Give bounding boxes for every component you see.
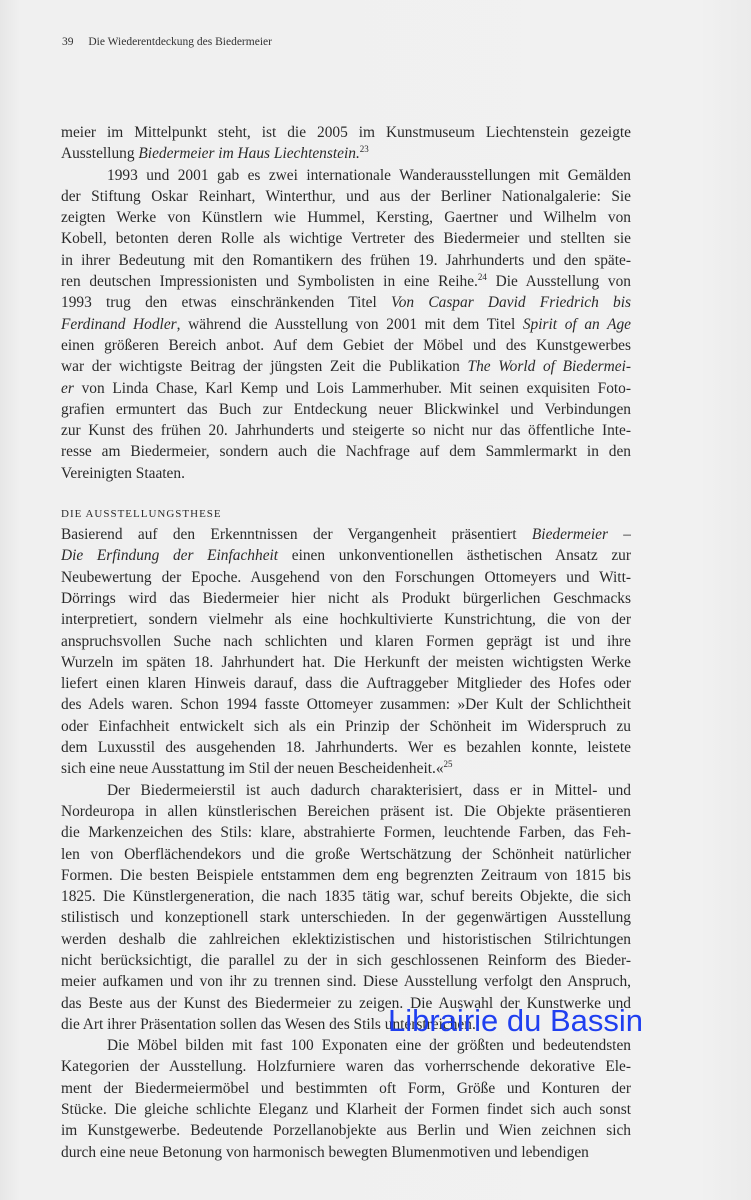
text-line bbox=[61, 631, 631, 652]
text-run: Basierend auf den Erkenntnissen der Vergangenheit präsentiert bbox=[61, 526, 532, 544]
footnote-ref: 25 bbox=[443, 759, 453, 770]
text-line bbox=[61, 844, 631, 865]
text-line bbox=[61, 801, 631, 822]
text-run: Stücke. Die gleiche schlichte Eleganz und Klarheit der Formen findet sich auch sonst bbox=[61, 1101, 631, 1119]
text-run: Der Biedermeierstil ist auch dadurch charakterisiert, dass er in Mittel- und bbox=[107, 781, 631, 799]
text-run: der Stiftung Oskar Reinhart, Winterthur, und aus der Berliner Nationalgalerie: Sie bbox=[61, 187, 631, 205]
text-run: das Beste aus der Kunst des Biedermeier zu zeigen. Die Auswahl der Kunstwerke und bbox=[61, 994, 631, 1012]
text-line bbox=[61, 950, 631, 971]
text-line bbox=[61, 694, 631, 715]
paragraph bbox=[61, 1035, 631, 1163]
text-run: liefert einen klaren Hinweis darauf, dass die Auftraggeber Mitglieder des Hofes oder bbox=[61, 675, 631, 693]
page-number: 39 bbox=[62, 36, 74, 48]
text-run: Dörrings wird das Biedermeier hier nicht als Produkt bürgerlichen Geschmacks bbox=[61, 589, 631, 607]
text-run: von Linda Chase, Karl Kemp und Lois Lammerhuber. Mit seinen exquisiten Foto- bbox=[73, 379, 631, 397]
text-line bbox=[61, 122, 631, 143]
paragraph bbox=[61, 780, 631, 1036]
text-run: einen größeren Bereich anbot. Auf dem Gebiet der Möbel und des Kunstgewerbes bbox=[61, 336, 631, 354]
text-run: Neubewertung der Epoche. Ausgehend von den Forschungen Ottomeyers und Witt- bbox=[61, 568, 631, 586]
text-line bbox=[61, 737, 631, 758]
text-run: resse am Biedermeier, sondern auch die Nachfrage auf dem Sammlermarkt in den bbox=[61, 443, 631, 461]
text-run: zur Kunst des frühen 20. Jahrhunderts und steigerte so nicht nur das öffentliche Inte- bbox=[61, 422, 631, 440]
text-run: meier aufkamen und von ihr zu trennen sind. Diese Ausstellung verfolgt den Anspruch, bbox=[61, 973, 631, 991]
text-run: nicht berücksichtigt, die parallel zu der in sich geschlossenen Reinform des Bieder- bbox=[61, 951, 631, 969]
text-line bbox=[61, 1142, 631, 1163]
text-line bbox=[61, 971, 631, 992]
text-run: Die Ausstellung von bbox=[486, 273, 631, 291]
text-line bbox=[61, 335, 631, 356]
text-line bbox=[61, 822, 631, 843]
text-line bbox=[61, 567, 631, 588]
text-line bbox=[61, 314, 631, 335]
text-line bbox=[61, 186, 631, 207]
text-run: in ihrer Bedeutung mit den Romantikern des frühen 19. Jahrhunderts und den späte- bbox=[61, 251, 631, 269]
text-line bbox=[61, 378, 631, 399]
text-line bbox=[61, 463, 631, 484]
text-line bbox=[61, 929, 631, 950]
text-run: oder Einfachheit entwickelt sich als ein Prinzip der Schönheit im Widerspruch zu bbox=[61, 717, 631, 735]
text-run: sich eine neue Ausstattung im Stil der neuen Bescheidenheit.« bbox=[61, 760, 444, 778]
italic-title: Die Erfindung der Einfachheit bbox=[61, 547, 279, 565]
text-line bbox=[61, 292, 631, 313]
text-run: stilistisch und konzeptionell stark unterschieden. In der gegenwärtigen Ausstellung bbox=[61, 909, 631, 927]
text-line bbox=[61, 609, 631, 630]
italic-title: Biedermeier – bbox=[531, 526, 631, 544]
paragraph bbox=[61, 165, 631, 484]
text-run: ment der Biedermeiermöbel und bestimmten oft Form, Größe und Konturen der bbox=[61, 1079, 631, 1097]
text-run: interpretiert, sondern vielmehr als eine hochkultivierte Kunstrichtung, die von der bbox=[61, 611, 631, 629]
text-line bbox=[61, 907, 631, 928]
section-heading: DIE AUSSTELLUNGSTHESE bbox=[61, 508, 222, 521]
text-run: Ausstellung bbox=[61, 145, 139, 163]
text-run: werden deshalb die zahlreichen eklektizistischen und historistischen Stilrichtungen bbox=[61, 930, 631, 948]
text-line bbox=[61, 588, 631, 609]
text-line bbox=[61, 758, 631, 779]
text-run: zeigten Werke von Künstlern wie Hummel, Kersting, Gaertner und Wilhelm von bbox=[61, 209, 631, 227]
text-line bbox=[61, 1099, 631, 1120]
text-line bbox=[61, 143, 631, 164]
text-line bbox=[61, 780, 631, 801]
text-line bbox=[61, 441, 631, 462]
footnote-ref: 24 bbox=[477, 272, 487, 283]
text-line bbox=[61, 207, 631, 228]
text-line bbox=[61, 420, 631, 441]
text-line bbox=[61, 886, 631, 907]
text-line bbox=[61, 165, 631, 186]
text-line bbox=[61, 250, 631, 271]
italic-title: er bbox=[61, 379, 74, 397]
text-line bbox=[61, 271, 631, 292]
paragraph bbox=[61, 122, 631, 165]
text-run: 1993 trug den etwas einschränkenden Titel bbox=[61, 294, 392, 312]
text-run: , während die Ausstellung von 2001 mit dem Titel bbox=[176, 315, 523, 333]
text-run: 1993 und 2001 gab es zwei internationale Wanderausstellungen mit Gemälden bbox=[107, 166, 631, 184]
text-run: ren deutschen Impressionisten und Symbolisten in eine Reihe. bbox=[61, 273, 478, 291]
text-run: len von Oberflächendekors und die große Wertschätzung der Schönheit natürlicher bbox=[61, 845, 631, 863]
text-run: des Adels waren. Schon 1994 fasste Ottomeyer zusammen: »Der Kult der Schlichtheit bbox=[61, 696, 631, 714]
text-run: 1825. Die Künstlergeneration, die nach 1835 tätig war, schuf bereits Objekte, die sich bbox=[61, 888, 631, 906]
text-run: dem Luxusstil des ausgehenden 18. Jahrhunderts. Wer es bezahlen konnte, leistete bbox=[61, 739, 631, 757]
running-head bbox=[62, 36, 272, 48]
watermark: Librairie du Bassin bbox=[388, 1003, 644, 1038]
text-run: im Kunstgewerbe. Bedeutende Porzellanobjekte aus Berlin und Wien zeichnen sich bbox=[61, 1122, 631, 1140]
italic-title: Von Caspar David Friedrich bis bbox=[391, 294, 631, 312]
italic-title: Biedermeier im Haus Liechtenstein. bbox=[138, 145, 360, 163]
text-run: Formen. Die besten Beispiele entstammen dem eng begrenzten Zeitraum von 1815 bis bbox=[61, 866, 631, 884]
text-run: Die Möbel bilden mit fast 100 Exponaten eine der größten und bedeutendsten bbox=[107, 1037, 631, 1055]
text-line bbox=[61, 356, 631, 377]
text-run: war der wichtigste Beitrag der jüngsten Zeit die Publikation bbox=[61, 358, 468, 376]
text-run: Wurzeln im späten 18. Jahrhundert hat. Die Herkunft der meisten wichtigsten Werke bbox=[61, 653, 631, 671]
text-line bbox=[61, 652, 631, 673]
text-line bbox=[61, 1056, 631, 1077]
text-run: Vereinigten Staaten. bbox=[61, 464, 185, 482]
text-run: die Markenzeichen des Stils: klare, abstrahierte Formen, leuchtende Farben, das Feh- bbox=[61, 824, 631, 842]
text-line bbox=[61, 1078, 631, 1099]
text-run: Kategorien der Ausstellung. Holzfurniere waren das vorherrschende dekorative Ele- bbox=[61, 1058, 631, 1076]
text-line bbox=[61, 1120, 631, 1141]
text-line bbox=[61, 865, 631, 886]
text-line bbox=[61, 399, 631, 420]
text-run: durch eine neue Betonung von harmonisch bewegten Blumenmotiven und lebendigen bbox=[61, 1143, 589, 1161]
text-line bbox=[61, 228, 631, 249]
text-line bbox=[61, 524, 631, 545]
italic-title: Ferdinand Hodler bbox=[61, 315, 177, 333]
text-run: grafien ermuntert das Buch zur Entdeckung neuer Blickwinkel und Verbindungen bbox=[61, 400, 631, 418]
italic-title: Spirit of an Age bbox=[522, 315, 631, 333]
text-run: einen unkonventionellen ästhetischen Ansatz zur bbox=[278, 547, 631, 565]
text-run: meier im Mittelpunkt steht, ist die 2005 im Kunstmuseum Liechtenstein gezeigte bbox=[61, 124, 631, 141]
paragraph bbox=[61, 524, 631, 780]
text-run: Kobell, betonten deren Rolle als wichtige Vertreter des Biedermeier und stellten sie bbox=[61, 230, 631, 248]
running-title: Die Wiederentdeckung des Biedermeier bbox=[88, 36, 272, 48]
footnote-ref: 23 bbox=[359, 144, 369, 155]
text-line bbox=[61, 545, 631, 566]
text-line bbox=[61, 716, 631, 737]
italic-title: The World of Biedermei- bbox=[467, 358, 631, 376]
text-run: Nordeuropa in allen künstlerischen Bereichen präsent ist. Die Objekte präsentieren bbox=[61, 802, 631, 820]
text-run: anspruchsvollen Suche nach schlichten und klaren Formen geprägt ist und ihre bbox=[61, 632, 631, 650]
text-line bbox=[61, 673, 631, 694]
text-run: die Art ihrer Präsentation sollen das Wesen des Stils unterstreichen. bbox=[61, 1015, 476, 1033]
